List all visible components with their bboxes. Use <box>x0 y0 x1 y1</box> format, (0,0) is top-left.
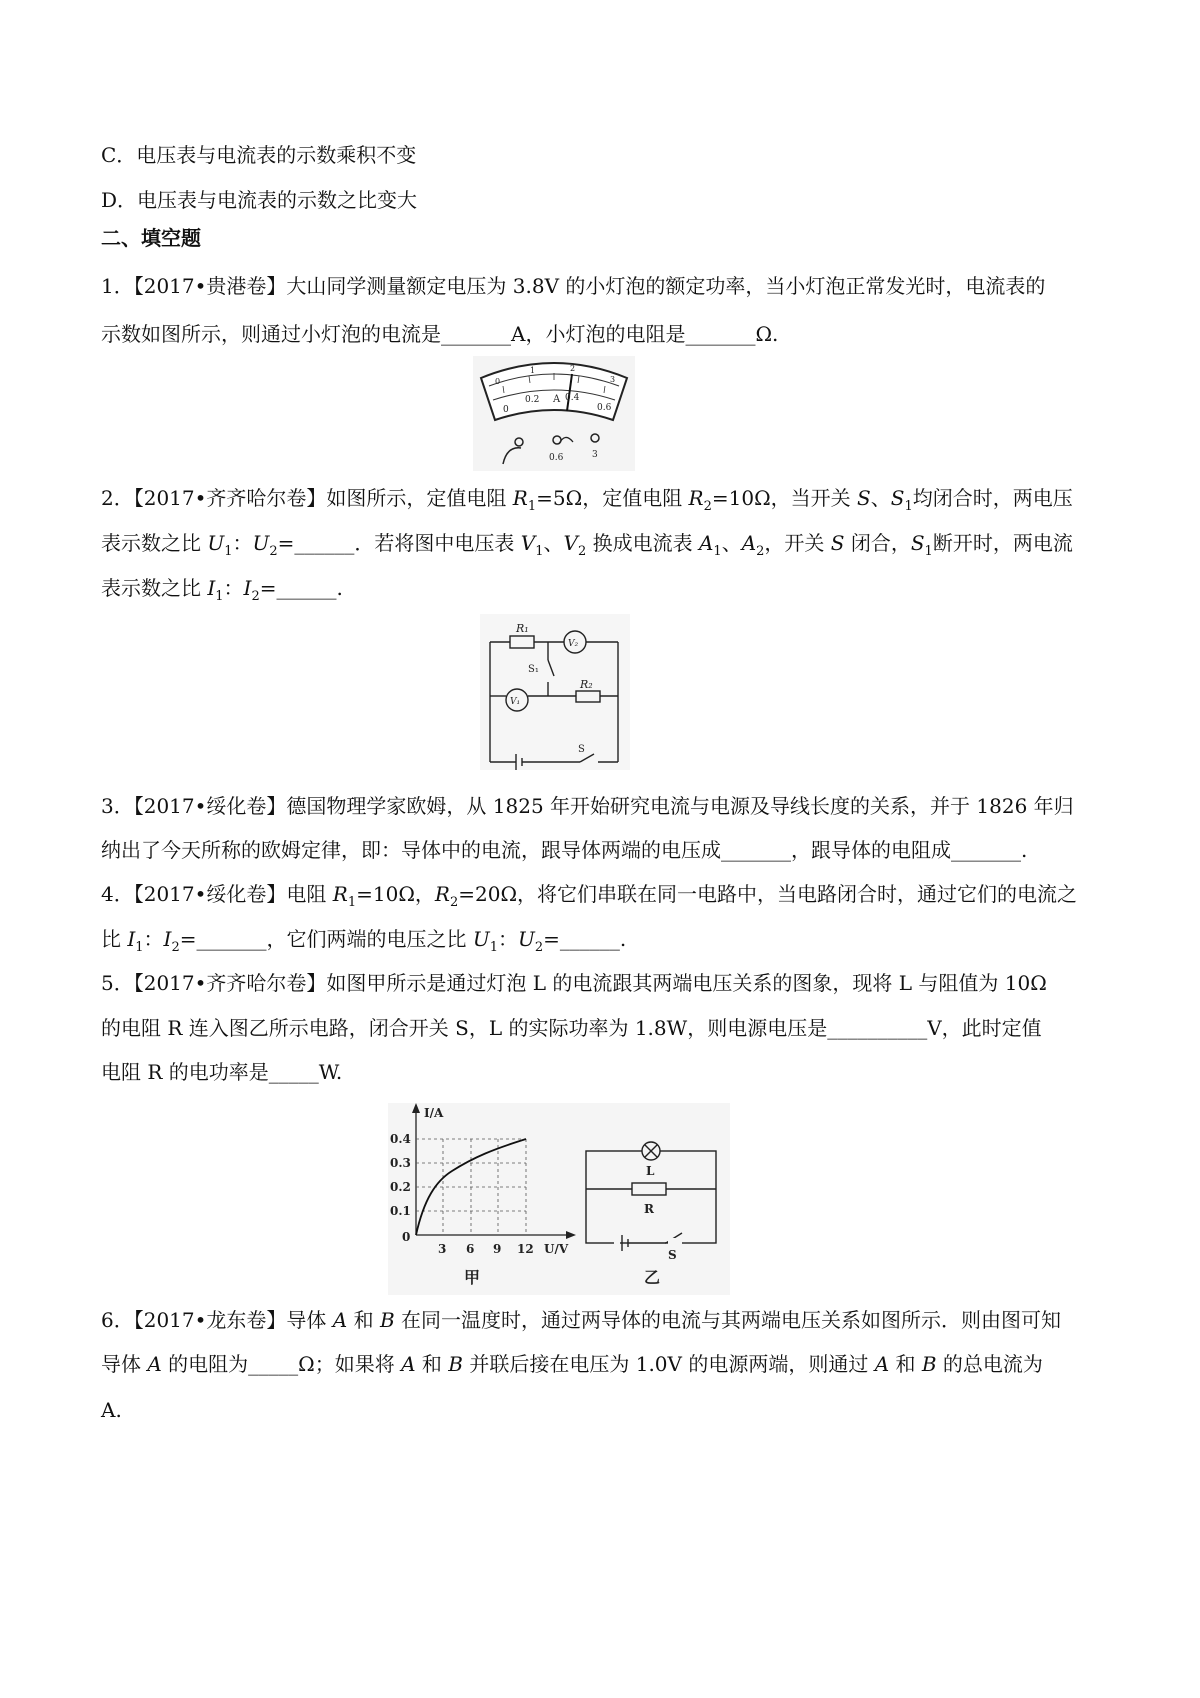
q6-b: B <box>379 1308 395 1332</box>
q2-a1: A <box>698 531 714 555</box>
q4-i1: I <box>127 927 136 951</box>
q2-text-2b: ．若将图中电压表 <box>354 531 521 555</box>
q4-text-1b: =10Ω， <box>356 882 435 906</box>
q5-line-2 <box>101 1014 1042 1042</box>
q2-text-1d: 均闭合时，两电压 <box>912 486 1073 510</box>
q6-b: B <box>448 1352 463 1376</box>
q3-blank-resistance: _______ <box>951 838 1021 862</box>
q6-text-2b: 的电阻为 <box>161 1352 249 1376</box>
q2-circuit-r1-label: R₁ <box>516 622 529 635</box>
q2-period: . <box>336 576 343 600</box>
q5-graph-xtick-12: 12 <box>517 1242 534 1256</box>
q2-circuit-r2-label: R₂ <box>580 678 593 691</box>
q2-sub: 1 <box>527 499 537 514</box>
q2-text-2e: 闭合， <box>844 531 911 555</box>
q4-colon: ： <box>498 927 518 951</box>
q1-blank-current: _______ <box>441 322 511 346</box>
q2-s1-switch: S <box>910 531 925 555</box>
q2-circuit-s-label: S <box>578 744 585 755</box>
q5-circuit-s-label: S <box>668 1248 677 1262</box>
ammeter-bottom-tick-3: 0.6 <box>597 403 612 413</box>
q5-text-2a: 的电阻 R 连入图乙所示电路，闭合开关 S，L 的实际功率为 1.8W，则电源电压是 <box>101 1016 828 1040</box>
q2-i2: I <box>243 576 252 600</box>
option-c: C．电压表与电流表的示数乘积不变 <box>101 143 417 167</box>
q4-period: . <box>619 927 627 951</box>
q2-text-2a: 表示数之比 <box>101 531 208 555</box>
q2-sub: 2 <box>703 499 712 514</box>
q5-blank-power: _____ <box>268 1060 319 1084</box>
q2-r2: R <box>688 486 704 510</box>
q1-line-1: 1．【2017•贵港卷】大山同学测量额定电压为 3.8V 的小灯泡的额定功率，当小灯泡正常发光时，电流表的 <box>101 274 1046 298</box>
q5-text-3b: W. <box>318 1060 343 1084</box>
q2-text-1b: =5Ω，定值电阻 <box>536 486 689 510</box>
q4-text-1a: 4．【2017•绥化卷】电阻 <box>101 882 333 906</box>
q6-and: 和 <box>889 1352 922 1376</box>
q2-sub: 2 <box>756 544 765 559</box>
q4-line-2 <box>101 925 626 962</box>
q2-line-1 <box>101 484 1073 521</box>
q4-blank-voltage-ratio: =______ <box>543 927 620 951</box>
q2-sub: 1 <box>535 544 544 559</box>
q4-text-2a: 比 <box>101 927 128 951</box>
q2-text-2c: 换成电流表 <box>586 531 699 555</box>
q2-sub: 1 <box>904 499 913 514</box>
q2-sub: 1 <box>224 544 233 559</box>
q4-r2: R <box>434 882 450 906</box>
q2-line-2 <box>101 529 1073 566</box>
q2-colon: ： <box>232 531 253 555</box>
q6-a: A <box>332 1308 348 1332</box>
q5-text-2b: V，此时定值 <box>927 1016 1042 1040</box>
q6-and: 和 <box>415 1352 449 1376</box>
q4-colon: ： <box>143 927 164 951</box>
q3-line-1: 3．【2017•绥化卷】德国物理学家欧姆，从 1825 年开始研究电流与电源及导线长度的关系，并于 1826 年归 <box>101 794 1074 818</box>
q2-circuit-s1-label: S₁ <box>528 664 539 675</box>
q4-sub: 2 <box>449 895 459 910</box>
ammeter-terminal-06: 0.6 <box>549 453 564 463</box>
q4-u1: U <box>472 927 490 951</box>
q2-sub: 2 <box>251 589 260 604</box>
q4-text-2c: ，它们两端的电压之比 <box>266 927 473 951</box>
q2-circuit-v1-label: V₁ <box>510 697 521 707</box>
q2-sub: 2 <box>577 544 587 559</box>
q3-text-a: 纳出了今天所称的欧姆定律，即：导体中的电流，跟导体两端的电压成 <box>101 838 721 862</box>
q2-u2: U <box>252 531 270 555</box>
q5-graph-ytick-3: 0.3 <box>390 1156 411 1170</box>
q5-graph-xtick-3: 3 <box>438 1242 447 1256</box>
q5-line-3 <box>101 1058 342 1086</box>
q2-circuit-v2-label: V₂ <box>568 639 579 649</box>
q2-v1: V <box>520 531 536 555</box>
q2-line-3 <box>101 574 343 611</box>
q2-text-3a: 表示数之比 <box>101 576 208 600</box>
q1-text-a: 示数如图所示，则通过小灯泡的电流是 <box>101 322 441 346</box>
q6-b: B <box>921 1352 937 1376</box>
q6-and: 和 <box>347 1308 380 1332</box>
q6-text-2e: 的总电流为 <box>936 1352 1043 1376</box>
ammeter-bottom-tick-1: 0.2 <box>525 395 540 405</box>
q5-graph-xtick-9: 9 <box>493 1242 502 1256</box>
ammeter-bottom-tick-0: 0 <box>503 405 509 415</box>
q2-sep: 、 <box>721 531 742 555</box>
q2-s: S <box>857 486 871 510</box>
q5-graph-ytick-2: 0.2 <box>390 1180 411 1194</box>
ammeter-terminal-3: 3 <box>592 450 598 460</box>
ammeter-top-tick-1: 1 <box>530 366 536 375</box>
q2-blank-current-ratio: =______ <box>259 576 337 600</box>
q2-colon: ： <box>223 576 244 600</box>
q2-circuit-figure <box>480 614 630 770</box>
q1-text-c: Ω. <box>755 322 779 346</box>
ammeter-bottom-tick-2: 0.4 <box>565 393 580 403</box>
q6-blank-resistance: _____ <box>248 1352 299 1376</box>
q6-text-2c: Ω；如果将 <box>298 1352 402 1376</box>
q5-graph-xlabel: U/V <box>544 1242 569 1256</box>
q6-a: A <box>147 1352 162 1376</box>
q5-graph-caption: 甲 <box>464 1268 481 1287</box>
q2-text-2d: ，开关 <box>764 531 831 555</box>
q1-line-2 <box>101 320 778 348</box>
q1-blank-resistance: _______ <box>685 322 756 346</box>
section-heading: 二、填空题 <box>101 226 201 250</box>
q5-graph-origin: 0 <box>402 1230 411 1244</box>
q5-graph-ylabel: I/A <box>424 1106 444 1120</box>
q5-figures <box>388 1103 730 1295</box>
q6-text-1a: 6．【2017•龙东卷】导体 <box>101 1308 333 1332</box>
q5-graph-ytick-1: 0.1 <box>390 1204 411 1218</box>
q4-sub: 2 <box>534 940 544 955</box>
q2-text-1c: =10Ω，当开关 <box>711 486 858 510</box>
q5-blank-voltage: __________ <box>827 1016 928 1040</box>
q6-a: A <box>401 1352 416 1376</box>
ammeter-top-tick-0: 0 <box>495 377 501 386</box>
q4-u2: U <box>518 927 535 951</box>
q4-r1: R <box>332 882 348 906</box>
option-d: D．电压表与电流表的示数之比变大 <box>101 188 418 212</box>
q5-graph-ytick-4: 0.4 <box>390 1132 411 1146</box>
ammeter-figure <box>473 356 635 471</box>
q6-text-1b: 在同一温度时，通过两导体的电流与其两端电压关系如图所示．则由图可知 <box>394 1308 1062 1332</box>
q5-circuit-r-label: R <box>644 1202 654 1216</box>
q5-circuit-caption: 乙 <box>644 1268 661 1287</box>
q2-v2: V <box>563 531 578 555</box>
q2-i1: I <box>207 576 216 600</box>
q6-text-2a: 导体 <box>101 1352 148 1376</box>
q5-text-3a: 电阻 R 的电功率是 <box>101 1060 269 1084</box>
q4-sub: 2 <box>171 940 180 955</box>
q5-line-1: 5．【2017•齐齐哈尔卷】如图甲所示是通过灯泡 L 的电流跟其两端电压关系的图象，现将 L 与阻值为 10Ω <box>101 971 1047 995</box>
q2-sep: 、 <box>870 486 891 510</box>
q4-text-1c: =20Ω，将它们串联在同一电路中，当电路闭合时，通过它们的电流之 <box>458 882 1078 906</box>
q2-u1: U <box>207 531 225 555</box>
q6-text-2d: 并联后接在电压为 1.0V 的电源两端，则通过 <box>463 1352 875 1376</box>
q2-a2: A <box>741 531 757 555</box>
q2-r1: R <box>512 486 528 510</box>
q4-i2: I <box>163 927 172 951</box>
q2-text-2f: 断开时，两电流 <box>932 531 1073 555</box>
q2-s1: S <box>890 486 905 510</box>
q2-s-switch: S <box>830 531 845 555</box>
q2-sub: 1 <box>215 589 224 604</box>
q4-line-1 <box>101 880 1077 917</box>
q6-line-2 <box>101 1350 1043 1378</box>
q4-sub: 1 <box>347 895 357 910</box>
q3-blank-voltage: _______ <box>721 838 791 862</box>
q1-text-b: A，小灯泡的电阻是 <box>511 322 686 346</box>
ammeter-top-tick-2: 2 <box>570 364 576 373</box>
ammeter-unit: A <box>553 394 561 405</box>
q2-blank-voltage-ratio: =______ <box>277 531 355 555</box>
q4-sub: 1 <box>489 940 498 955</box>
q4-blank-current-ratio: =_______ <box>179 927 267 951</box>
ammeter-top-tick-3: 3 <box>610 375 616 384</box>
q4-sub: 1 <box>135 940 144 955</box>
q2-sub: 1 <box>713 544 722 559</box>
q5-circuit-lamp-label: L <box>646 1164 655 1178</box>
q3-text-b: ，跟导体的电阻成 <box>791 838 951 862</box>
q2-text-1a: 2．【2017•齐齐哈尔卷】如图所示，定值电阻 <box>101 486 513 510</box>
q2-sub: 2 <box>269 544 278 559</box>
q6-line-1 <box>101 1306 1061 1334</box>
q6-line-3: A. <box>101 1398 122 1422</box>
q6-a: A <box>874 1352 890 1376</box>
q5-graph-xtick-6: 6 <box>466 1242 475 1256</box>
q2-sub: 1 <box>924 544 933 559</box>
q2-sep: 、 <box>543 531 564 555</box>
q3-text-c: . <box>1021 838 1028 862</box>
q3-line-2 <box>101 836 1027 864</box>
